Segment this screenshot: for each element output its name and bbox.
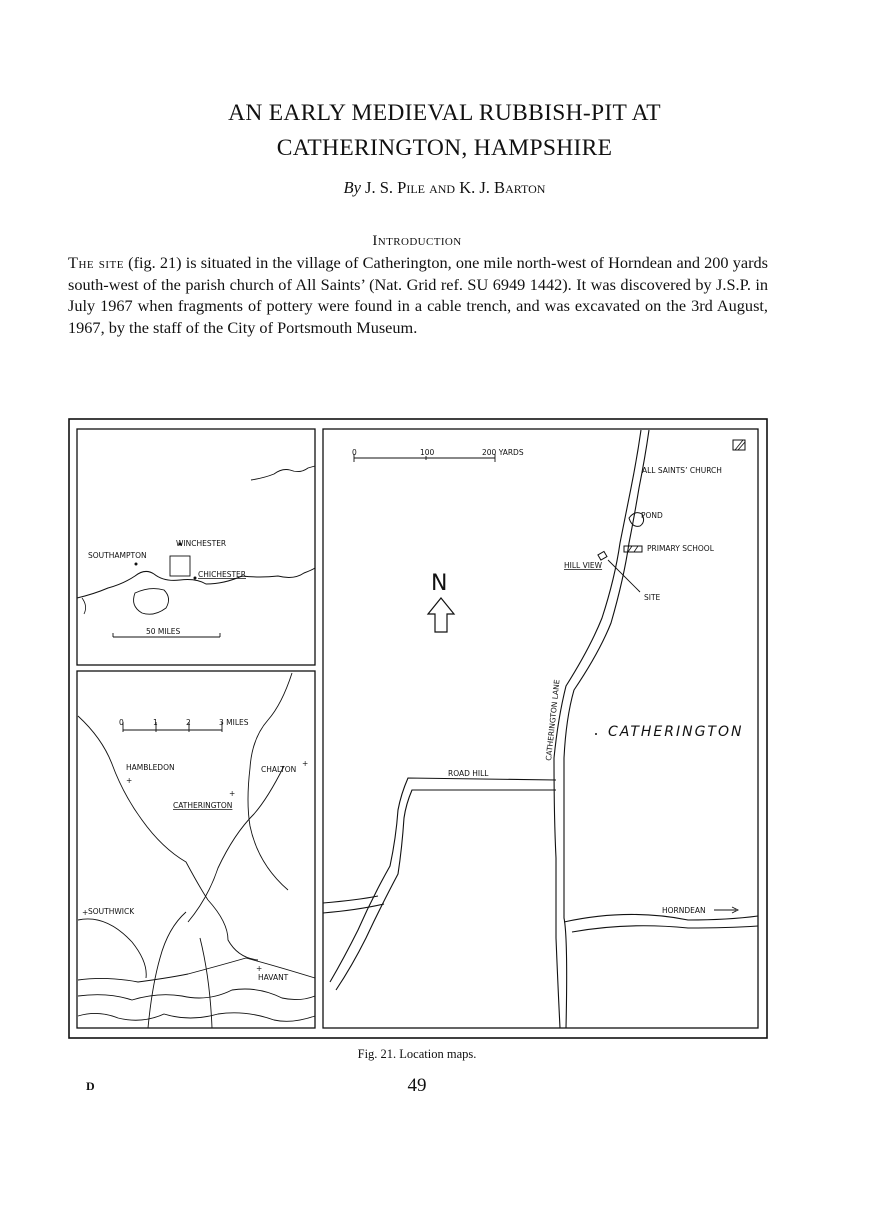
site-pointer [608,560,640,592]
page-number: 49 [407,1075,427,1096]
north-label: N [431,571,448,596]
label-50-miles: 50 MILES [146,627,181,636]
label-catherington-village: CATHERINGTON [608,724,744,740]
label-chalton: CHALTON [261,765,297,774]
byline-by: By [343,178,361,197]
inset-top-map [77,429,315,665]
label-horndean: HORNDEAN [662,906,706,915]
svg-text:+: + [256,964,263,973]
article-title [0,96,889,166]
label-hill-view: HILL VIEW [564,561,603,570]
main-scale-tick-100: 100 [420,448,435,457]
horndean-road-north [564,914,758,922]
label-hambledon: HAMBLEDON [126,763,175,772]
title-line-1: AN EARLY MEDIEVAL RUBBISH-PIT AT [228,100,661,126]
scale-tick-0-miles: 0 [119,718,124,727]
south-coastline [77,568,315,598]
scale-tick-1-mile: 1 [153,718,158,727]
intro-paragraph [68,252,768,338]
north-arrow-icon [428,598,454,632]
svg-text:+: + [82,908,89,917]
main-scale-tick-200-yards: 200 YARDS [482,448,524,457]
label-catherington-lane: CATHERINGTON LANE [544,679,562,762]
label-havant: HAVANT [258,973,289,982]
main-map [323,429,758,1028]
isle-of-wight [134,589,169,615]
location-maps-svg [68,418,768,1040]
road-hill-south [336,790,556,990]
figure-caption: Fig. 21. Location maps. [357,1047,477,1061]
horndean-road-south [572,926,758,932]
label-site: SITE [644,593,661,602]
svg-text:+: + [302,759,309,768]
label-all-saints-church: ALL SAINTS’ CHURCH [642,466,722,475]
main-scale-tick-0: 0 [352,448,357,457]
school-symbol [624,546,642,552]
svg-text:+: + [229,789,236,798]
hill-view-symbol [598,551,607,560]
location-maps-figure [68,418,768,1040]
label-chichester: CHICHESTER [198,570,246,579]
inset-bottom-map [77,671,315,1028]
label-winchester: WINCHESTER [176,539,227,548]
label-catherington-inset: CATHERINGTON [173,801,233,810]
label-pond: POND [641,511,663,520]
coastline-north [251,466,315,480]
road-hill-north [330,778,556,982]
paragraph-lead: The site [68,253,124,272]
title-line-2: CATHERINGTON, HAMPSHIRE [276,135,613,161]
study-area-box [170,556,190,576]
paragraph-text: (fig. 21) is situated in the village of Catherington, one mile north-west of Horndean and 200 yards south-west of the parish church of All Saints’ (Nat. Grid ref. SU 6949 1442). It was discovered by J.S.P. in July 1967 when fragments of pottery were found in a cable trench, and was excavated on the 3rd August, 1967, by the staff of the City of Portsmouth Museum. [68,253,768,337]
scale-tick-3-miles: 3 MILES [219,718,249,727]
label-primary-school: PRIMARY SCHOOL [647,544,714,553]
svg-text:+: + [126,776,133,785]
label-road-hill: ROAD HILL [448,769,489,778]
byline [0,178,889,198]
section-heading: Introduction [372,233,462,249]
label-southampton: SOUTHAMPTON [88,551,147,560]
scale-tick-2-miles: 2 [186,718,191,727]
label-southwick: SOUTHWICK [88,907,135,916]
signature-mark: D [86,1079,95,1093]
byline-authors: J. S. Pile and K. J. Barton [365,178,546,197]
